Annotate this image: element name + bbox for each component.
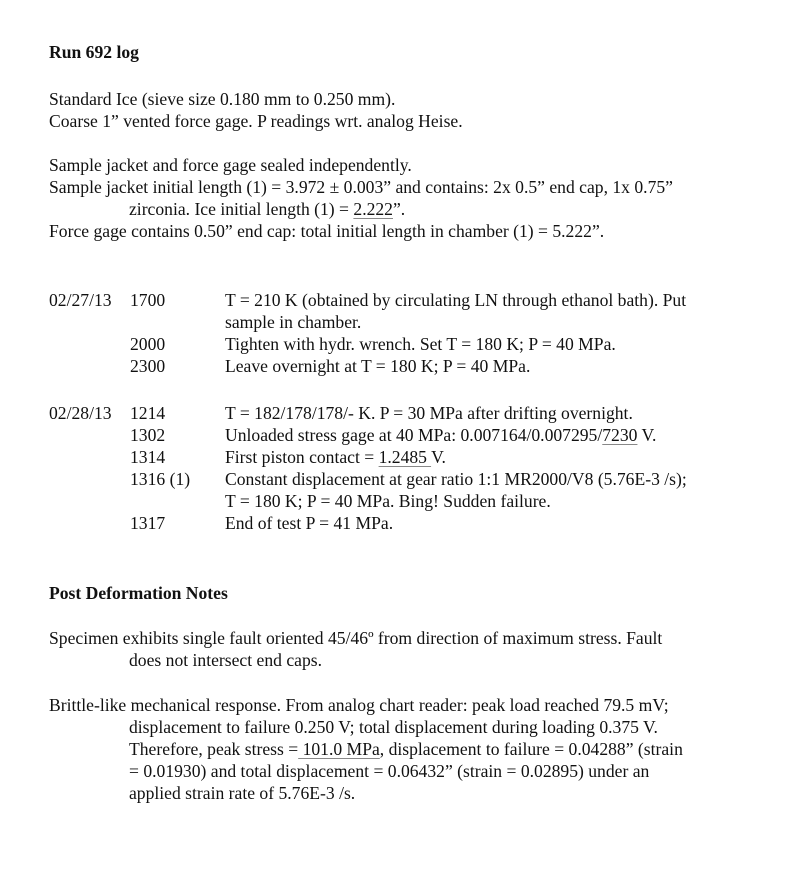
- stress-gage-unit: V.: [637, 425, 657, 445]
- brittle-note-line: applied strain rate of 5.76E-3 /s.: [129, 783, 356, 803]
- brittle-note-line: Brittle-like mechanical response. From analog chart reader: peak load reached 79.5 mV;: [49, 695, 669, 715]
- piston-contact-text: First piston contact =: [225, 447, 379, 467]
- brittle-note-line: = 0.01930) and total displacement = 0.06432” (strain = 0.02895) under an: [129, 761, 650, 781]
- log-time: 1316 (1): [130, 469, 191, 489]
- log-description: T = 210 K (obtained by circulating LN through ethanol bath). Put: [225, 290, 687, 310]
- log-time: 1700: [130, 290, 166, 310]
- log-time: 1317: [130, 513, 166, 533]
- fault-note-line: does not intersect end caps.: [129, 650, 322, 670]
- displacement-text: , displacement to failure = 0.04288” (strain: [379, 739, 683, 759]
- stress-gage-value: 7230: [602, 425, 638, 445]
- log-description: T = 180 K; P = 40 MPa. Bing! Sudden failure.: [225, 491, 551, 511]
- log-description: sample in chamber.: [225, 312, 362, 332]
- log-description: End of test P = 41 MPa.: [225, 513, 394, 533]
- log-description: [225, 446, 446, 468]
- log-description: [225, 424, 656, 446]
- log-time: 2300: [130, 356, 166, 376]
- ice-length-value: 2.222: [353, 199, 393, 219]
- log-date: 02/28/13: [49, 403, 112, 423]
- setup-ice-length-line: [129, 198, 405, 220]
- piston-contact-unit: V.: [431, 447, 446, 467]
- intro-gage-line: Coarse 1” vented force gage. P readings wrt. analog Heise.: [49, 111, 463, 131]
- log-date: 02/27/13: [49, 290, 112, 310]
- log-time: 1302: [130, 425, 166, 445]
- peak-stress-label: Therefore, peak stress =: [129, 739, 299, 759]
- setup-sealed-line: Sample jacket and force gage sealed independently.: [49, 155, 412, 175]
- log-description: Tighten with hydr. wrench. Set T = 180 K; P = 40 MPa.: [225, 334, 616, 354]
- log-description: Leave overnight at T = 180 K; P = 40 MPa.: [225, 356, 531, 376]
- log-time: 1314: [130, 447, 166, 467]
- stress-gage-text: Unloaded stress gage at 40 MPa: 0.007164/0.007295/: [225, 425, 603, 445]
- document-title: Run 692 log: [49, 42, 139, 62]
- ice-length-unit: ”.: [392, 199, 406, 219]
- peak-stress-value: 101.0 MPa: [298, 739, 380, 759]
- setup-jacket-line: Sample jacket initial length (1) = 3.972 ± 0.003” and contains: 2x 0.5” end cap, 1x 0.75”: [49, 177, 673, 197]
- piston-contact-value: 1.2485: [378, 447, 432, 467]
- brittle-note-line: [129, 738, 683, 760]
- fault-note-line: Specimen exhibits single fault oriented 45/46º from direction of maximum stress. Fault: [49, 628, 663, 648]
- log-time: 2000: [130, 334, 166, 354]
- setup-force-gage-line: Force gage contains 0.50” end cap: total initial length in chamber (1) = 5.222”.: [49, 221, 605, 241]
- section-heading-post-deformation: Post Deformation Notes: [49, 583, 228, 603]
- log-time: 1214: [130, 403, 166, 423]
- log-description: T = 182/178/178/- K. P = 30 MPa after drifting overnight.: [225, 403, 633, 423]
- intro-ice-line: Standard Ice (sieve size 0.180 mm to 0.250 mm).: [49, 89, 396, 109]
- log-description: Constant displacement at gear ratio 1:1 MR2000/V8 (5.76E-3 /s);: [225, 469, 687, 489]
- brittle-note-line: displacement to failure 0.250 V; total displacement during loading 0.375 V.: [129, 717, 658, 737]
- ice-length-label: zirconia. Ice initial length (1) =: [129, 199, 354, 219]
